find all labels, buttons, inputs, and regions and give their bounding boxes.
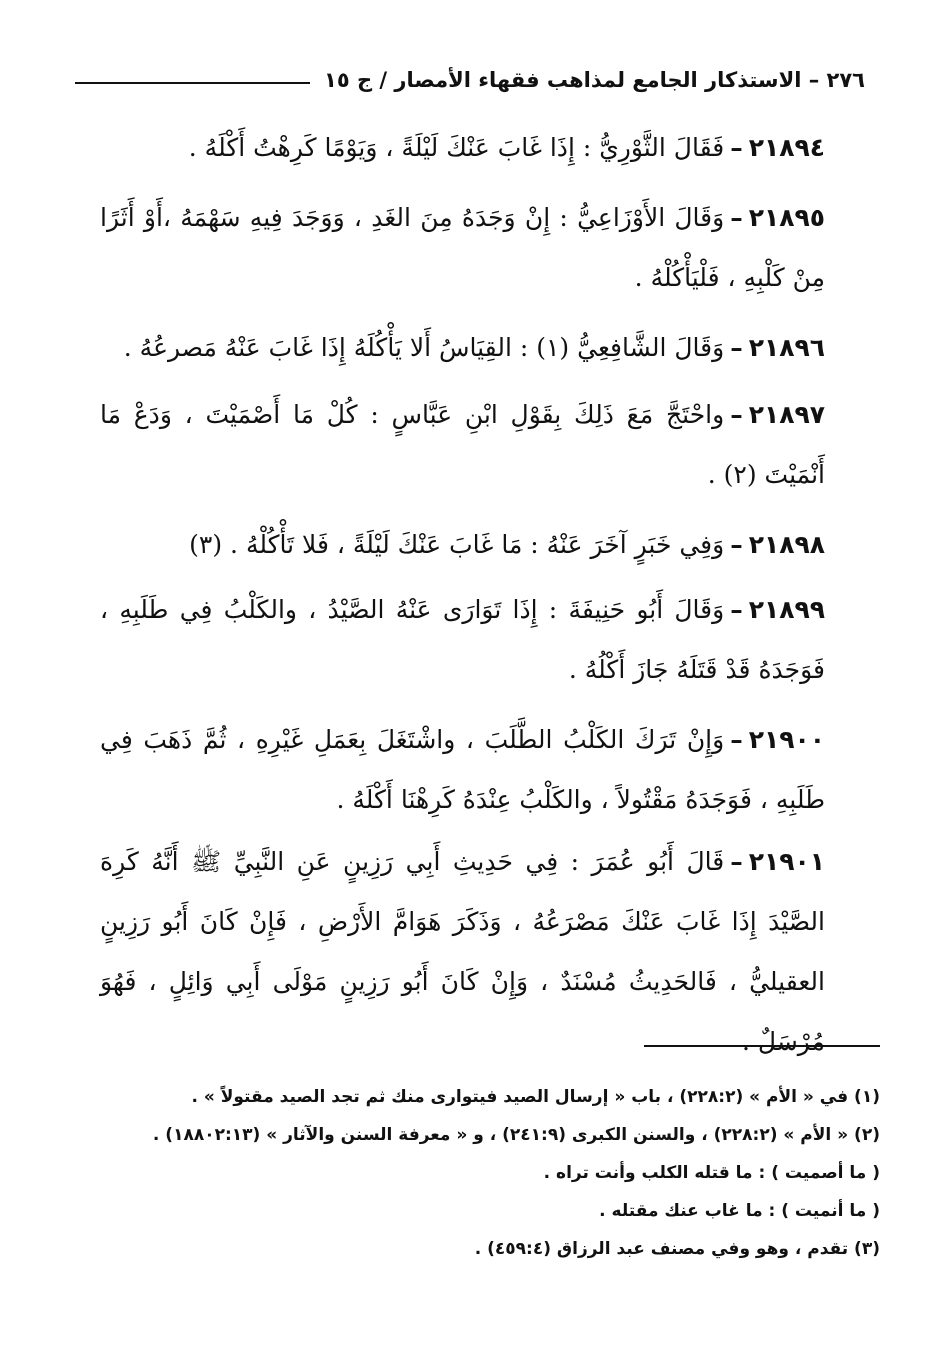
- paragraph-text: واحْتَجَّ مَعَ ذَلِكَ بِقَوْلِ ابْنِ عَبَّاسٍ : كُلْ مَا أَصْمَيْتَ ، وَدَعْ مَا أَنْمَيْتَ (٢) .: [100, 400, 825, 489]
- paragraph-number: ٢١٨٩٨: [748, 530, 825, 559]
- paragraph-dash: –: [730, 133, 743, 162]
- paragraph-dash: –: [730, 595, 743, 624]
- header-title: ٢٧٦ – الاستذكار الجامع لمذاهب فقهاء الأمصار / ج ١٥: [324, 68, 865, 92]
- paragraph-21894: [100, 118, 825, 178]
- paragraph-21895: [100, 188, 825, 308]
- paragraph-dash: –: [730, 530, 743, 559]
- running-header: [75, 58, 865, 98]
- paragraph-number: ٢١٨٩٩: [748, 595, 825, 624]
- paragraph-21898: [100, 515, 825, 575]
- paragraph-21897: [100, 385, 825, 505]
- header-rule: [75, 82, 310, 84]
- paragraph-21900: [100, 710, 825, 830]
- footnote-3: (٣) تقدم ، وهو وفي مصنف عبد الرزاق (٤٥٩:٤) .: [474, 1239, 880, 1259]
- paragraph-text: قَالَ أَبُو عُمَرَ : فِي حَدِيثِ أَبِي رَزِينٍ عَنِ النَّبِيِّ ﷺ أَنَّهُ كَرِهَ الصَّيْدَ إِذَا غَابَ عَنْكَ مَصْرَعُهُ ، وَذَكَرَ هَوَامَّ الأَرْضِ ، فَإِنْ كَانَ أَبُو رَزِينٍ العقيليُّ ، فَالحَدِيثُ مُسْنَدٌ ، وَإِنْ كَانَ أَبُو رَزِينٍ مَوْلَى أَبِي وَائِلٍ ، فَهُوَ مُرْسَلٌ .: [100, 847, 825, 1056]
- paragraph-text: فَقَالَ الثَّوْرِيُّ : إِذَا غَابَ عَنْكَ لَيْلَةً ، وَيَوْمًا كَرِهْتُ أَكْلَهُ .: [188, 133, 725, 162]
- paragraph-dash: –: [730, 203, 743, 232]
- footnote-separator: [644, 1045, 880, 1047]
- paragraph-21901: [100, 832, 825, 1072]
- paragraph-21899: [100, 580, 825, 700]
- footnote-gloss-asmayt: ( ما أصميت ) : ما قتله الكلب وأنت تراه .: [543, 1163, 880, 1183]
- paragraph-dash: –: [730, 847, 743, 876]
- footnote-gloss-anmayt: ( ما أنميت ) : ما غاب عنك مقتله .: [599, 1201, 880, 1221]
- paragraph-text: وَقَالَ الأَوْزَاعِيُّ : إِنْ وَجَدَهُ مِنَ الغَدِ ، وَوَجَدَ فِيهِ سَهْمَهُ ،أَوْ أَثَرًا مِنْ كَلْبِهِ ، فَلْيَأْكُلْهُ .: [100, 203, 825, 292]
- paragraph-dash: –: [730, 725, 743, 754]
- footnote-1: (١) في « الأم » (٢٢٨:٢) ، باب « إرسال الصيد فيتوارى منك ثم تجد الصيد مقتولاً » .: [191, 1087, 880, 1107]
- paragraph-number: ٢١٩٠٠: [748, 725, 825, 754]
- paragraph-21896: [100, 318, 825, 378]
- paragraph-text: وَقَالَ أَبُو حَنِيفَةَ : إِذَا تَوَارَى عَنْهُ الصَّيْدُ ، والكَلْبُ فِي طَلَبِهِ ، فَوَجَدَهُ قَدْ قَتَلَهُ جَازَ أَكْلُهُ .: [100, 595, 825, 684]
- paragraph-text: وَإِنْ تَرَكَ الكَلْبُ الطَّلَبَ ، واشْتَغَلَ بِعَمَلِ غَيْرِهِ ، ثُمَّ ذَهَبَ فِي طَلَبِهِ ، فَوَجَدَهُ مَقْتُولاً ، والكَلْبُ عِنْدَهُ كَرِهْنَا أَكْلَهُ .: [100, 725, 825, 814]
- paragraph-number: ٢١٩٠١: [748, 847, 825, 876]
- footnote-2: (٢) « الأم » (٢٢٨:٢) ، والسنن الكبرى (٢٤١:٩) ، و « معرفة السنن والآثار » (١٨٨٠٢:١٣) .: [152, 1125, 880, 1145]
- paragraph-dash: –: [730, 333, 743, 362]
- paragraph-number: ٢١٨٩٤: [748, 133, 825, 162]
- paragraph-number: ٢١٨٩٧: [748, 400, 825, 429]
- paragraph-text: وَقَالَ الشَّافِعِيُّ (١) : القِيَاسُ أَلا يَأْكُلَهُ إِذَا غَابَ عَنْهُ مَصرعُهُ .: [123, 333, 725, 362]
- footnotes: [100, 1078, 880, 1268]
- paragraph-number: ٢١٨٩٦: [748, 333, 825, 362]
- paragraph-dash: –: [730, 400, 743, 429]
- paragraph-text: وَفِي خَبَرٍ آخَرَ عَنْهُ : مَا غَابَ عَنْكَ لَيْلَةً ، فَلا تَأْكُلْهُ . (٣): [189, 530, 725, 559]
- paragraph-number: ٢١٨٩٥: [748, 203, 825, 232]
